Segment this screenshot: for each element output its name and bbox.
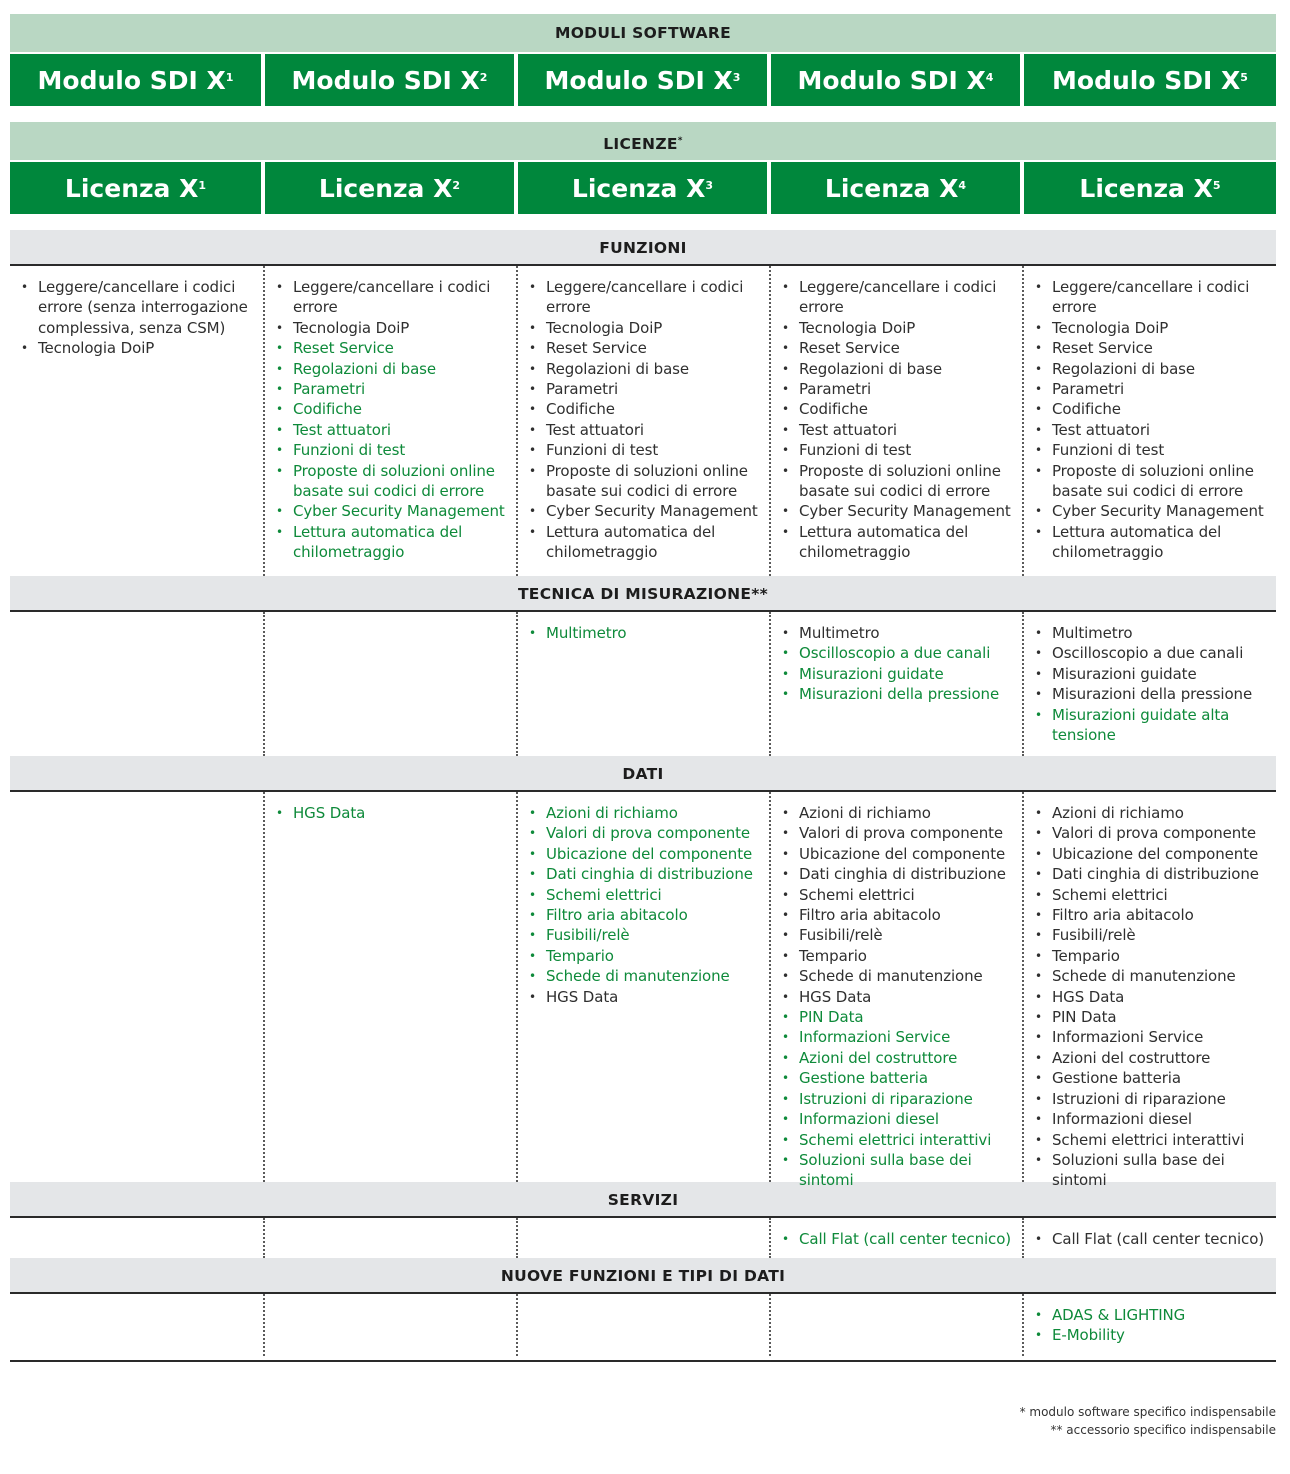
feature-item: • Call Flat (call center tecnico) [1024,1229,1276,1249]
feature-item-new: • Fusibili/relè [518,925,769,945]
feature-item: • Leggere/cancellare i codici errore [771,277,1022,318]
module-label: Modulo SDI X [37,65,226,95]
license-sup: 3 [705,178,714,192]
software-modules-header [10,14,1276,52]
licenses-footnote-mark: * [677,136,683,146]
license-cell-1 [10,792,263,1182]
feature-item: • Fusibili/relè [771,925,1022,945]
feature-item-new: • PIN Data [771,1007,1022,1027]
feature-item: • Proposte di soluzioni online basate sui codici di errore [518,461,769,502]
footnote-1: * modulo software specifico indispensabile [1019,1405,1276,1419]
feature-item: • Multimetro [1024,623,1276,643]
license-tab-3 [518,162,767,214]
license-cell-1 [10,1294,263,1356]
feature-item: • Schede di manutenzione [1024,966,1276,986]
license-cell-2 [263,612,516,756]
license-row [10,162,1276,214]
license-tab-5 [1024,162,1276,214]
feature-item-new: • Informazioni Service [771,1027,1022,1047]
feature-item-new: • HGS Data [265,803,516,823]
license-cell-4 [769,266,1022,576]
license-sup: 4 [958,178,967,192]
feature-item: • Gestione batteria [1024,1068,1276,1088]
feature-item-new: • Misurazioni guidate alta tensione [1024,705,1276,746]
feature-list [265,277,516,563]
feature-item: • Schemi elettrici [771,885,1022,905]
feature-item: • Cyber Security Management [518,501,769,521]
feature-item: • Soluzioni sulla base dei sintomi [1024,1150,1276,1191]
feature-item: • Lettura automatica del chilometraggio [1024,522,1276,563]
feature-item: • Reset Service [1024,338,1276,358]
feature-item: • Cyber Security Management [1024,501,1276,521]
module-tab-3 [518,54,767,106]
license-cell-3 [516,1218,769,1258]
feature-item: • Filtro aria abitacolo [771,905,1022,925]
feature-item-new: • Regolazioni di base [265,359,516,379]
feature-item: • Tempario [771,946,1022,966]
license-tab-2 [265,162,514,214]
license-cell-4 [769,1294,1022,1356]
feature-item: • Tecnologia DoiP [10,338,263,358]
module-tab-1 [10,54,261,106]
license-cell-5 [1022,266,1276,576]
license-cell-3 [516,1294,769,1356]
feature-item: • Test attuatori [1024,420,1276,440]
feature-item: • Schemi elettrici [1024,885,1276,905]
feature-item-new: • Schemi elettrici [518,885,769,905]
feature-item: • Tecnologia DoiP [265,318,516,338]
section-grid-servizi [10,1218,1276,1258]
license-cell-5 [1022,612,1276,756]
feature-item: • HGS Data [1024,987,1276,1007]
section-title: DATI [622,765,664,783]
feature-item: • Tecnologia DoiP [518,318,769,338]
feature-item-new: • Schemi elettrici interattivi [771,1130,1022,1150]
feature-item: • Proposte di soluzioni online basate sui codici di errore [1024,461,1276,502]
feature-item: • Funzioni di test [518,440,769,460]
feature-item: • Reset Service [771,338,1022,358]
feature-item: • Regolazioni di base [771,359,1022,379]
feature-item-new: • Azioni di richiamo [518,803,769,823]
section-title: SERVIZI [607,1191,679,1209]
section-grid-dati [10,792,1276,1190]
license-label: Licenza X [571,173,706,203]
feature-item: • Proposte di soluzioni online basate sui codici di errore [771,461,1022,502]
feature-item: • Codifiche [771,399,1022,419]
feature-item: • Regolazioni di base [518,359,769,379]
feature-item: • Azioni di richiamo [1024,803,1276,823]
license-cell-2 [263,1218,516,1258]
license-cell-3 [516,612,769,756]
section-header-funzioni [10,230,1276,266]
section-title: FUNZIONI [599,239,687,257]
feature-list [1024,277,1276,563]
license-tab-1 [10,162,261,214]
section-grid-nuove [10,1294,1276,1356]
feature-item: • Funzioni di test [771,440,1022,460]
feature-item: • Leggere/cancellare i codici errore [1024,277,1276,318]
feature-list [1024,1229,1276,1249]
comparison-sheet [10,14,1276,1356]
section-title: NUOVE FUNZIONI E TIPI DI DATI [500,1267,786,1285]
feature-item: • HGS Data [771,987,1022,1007]
section-header-misurazione [10,576,1276,612]
license-cell-5 [1022,792,1276,1190]
feature-item: • Fusibili/relè [1024,925,1276,945]
feature-item-new: • Reset Service [265,338,516,358]
feature-item: • Funzioni di test [1024,440,1276,460]
feature-item: • Ubicazione del componente [771,844,1022,864]
feature-item: • Lettura automatica del chilometraggio [771,522,1022,563]
feature-item: • Cyber Security Management [771,501,1022,521]
feature-item: • Codifiche [518,399,769,419]
section-title: TECNICA DI MISURAZIONE** [517,585,769,603]
feature-item-new: • Lettura automatica del chilometraggio [265,522,516,563]
licenses-header [10,122,1276,160]
module-label: Modulo SDI X [797,65,986,95]
license-label: Licenza X [1079,173,1213,203]
feature-item: • Lettura automatica del chilometraggio [518,522,769,563]
footnote-2: ** accessorio specifico indispensabile [1050,1423,1276,1437]
feature-item: • Parametri [771,379,1022,399]
feature-item-new: • Informazioni diesel [771,1109,1022,1129]
feature-item: • Test attuatori [771,420,1022,440]
license-sup: 5 [1212,178,1221,192]
feature-list [1024,803,1276,1191]
section-header-nuove [10,1258,1276,1294]
table-bottom-rule [10,1360,1276,1362]
module-sup: 4 [985,70,994,84]
license-cell-1 [10,266,263,576]
feature-item-new: • Test attuatori [265,420,516,440]
license-cell-4 [769,1218,1022,1258]
feature-list [1024,1305,1276,1346]
feature-item: • Ubicazione del componente [1024,844,1276,864]
feature-item-new: • Tempario [518,946,769,966]
feature-item: • Valori di prova componente [1024,823,1276,843]
license-cell-1 [10,612,263,756]
feature-item-new: • Misurazioni guidate [771,664,1022,684]
feature-item: • Test attuatori [518,420,769,440]
feature-list [10,277,263,359]
feature-list [518,277,769,563]
feature-item: • Misurazioni guidate [1024,664,1276,684]
license-cell-4 [769,792,1022,1190]
license-sup: 2 [452,178,461,192]
section-header-dati [10,756,1276,792]
feature-list [518,803,769,1007]
feature-item: • Codifiche [1024,399,1276,419]
feature-item: • Tecnologia DoiP [1024,318,1276,338]
feature-item-new: • Dati cinghia di distribuzione [518,864,769,884]
license-cell-3 [516,266,769,576]
license-label: Licenza X [64,173,199,203]
feature-item: • Informazioni Service [1024,1027,1276,1047]
feature-item: • Azioni di richiamo [771,803,1022,823]
feature-list [265,803,516,823]
license-cell-5 [1022,1294,1276,1356]
feature-item: • Informazioni diesel [1024,1109,1276,1129]
module-sup: 2 [479,70,488,84]
feature-item: • Reset Service [518,338,769,358]
feature-list [1024,623,1276,745]
feature-item-new: • Valori di prova componente [518,823,769,843]
feature-item: • Tempario [1024,946,1276,966]
feature-item: • Istruzioni di riparazione [1024,1089,1276,1109]
feature-item: • Leggere/cancellare i codici errore [518,277,769,318]
license-cell-3 [516,792,769,1182]
module-tab-2 [265,54,514,106]
feature-item: • Misurazioni della pressione [1024,684,1276,704]
module-tab-5 [1024,54,1276,106]
software-modules-title: MODULI SOFTWARE [554,24,731,42]
feature-list [771,277,1022,563]
feature-item: • Leggere/cancellare i codici errore (senza interrogazione complessiva, senza CSM) [10,277,263,338]
feature-item-new: • Proposte di soluzioni online basate sui codici di errore [265,461,516,502]
license-sup: 1 [198,178,207,192]
feature-item: • Schemi elettrici interattivi [1024,1130,1276,1150]
module-label: Modulo SDI X [291,65,480,95]
section-grid-misurazione [10,612,1276,756]
feature-list [518,623,769,643]
feature-item-new: • Soluzioni sulla base dei sintomi [771,1150,1022,1191]
feature-item-new: • Schede di manutenzione [518,966,769,986]
software-module-row [10,54,1276,106]
module-label: Modulo SDI X [1052,65,1241,95]
feature-item-new: • Filtro aria abitacolo [518,905,769,925]
feature-item: • Parametri [1024,379,1276,399]
feature-list [771,803,1022,1191]
feature-item-new: • Misurazioni della pressione [771,684,1022,704]
feature-item: • Tecnologia DoiP [771,318,1022,338]
feature-list [771,623,1022,705]
license-cell-2 [263,792,516,1182]
feature-item-new: • Funzioni di test [265,440,516,460]
footnotes [1020,1403,1276,1439]
feature-item-new: • Ubicazione del componente [518,844,769,864]
feature-item: • Schede di manutenzione [771,966,1022,986]
feature-item-new: • Istruzioni di riparazione [771,1089,1022,1109]
feature-item-new: • E-Mobility [1024,1325,1276,1345]
feature-item: • PIN Data [1024,1007,1276,1027]
feature-item: • Oscilloscopio a due canali [1024,643,1276,663]
license-cell-2 [263,266,516,576]
feature-item: • Dati cinghia di distribuzione [771,864,1022,884]
feature-item: • Parametri [518,379,769,399]
feature-item-new: • Cyber Security Management [265,501,516,521]
module-sup: 5 [1240,70,1248,84]
feature-item-new: • Multimetro [518,623,769,643]
module-tab-4 [771,54,1020,106]
feature-item: • Multimetro [771,623,1022,643]
license-cell-5 [1022,1218,1276,1258]
feature-item-new: • Parametri [265,379,516,399]
license-cell-4 [769,612,1022,756]
feature-item-new: • Azioni del costruttore [771,1048,1022,1068]
licenses-title: LICENZE [603,135,678,154]
feature-item: • HGS Data [518,987,769,1007]
feature-item-new: • Gestione batteria [771,1068,1022,1088]
feature-item: • Azioni del costruttore [1024,1048,1276,1068]
license-tab-4 [771,162,1020,214]
license-cell-1 [10,1218,263,1258]
feature-item: • Dati cinghia di distribuzione [1024,864,1276,884]
license-cell-2 [263,1294,516,1356]
module-sup: 1 [225,70,234,84]
feature-item-new: • Call Flat (call center tecnico) [771,1229,1022,1249]
feature-item: • Regolazioni di base [1024,359,1276,379]
license-label: Licenza X [318,173,453,203]
feature-sections [10,230,1276,1356]
module-label: Modulo SDI X [544,65,733,95]
section-grid-funzioni [10,266,1276,576]
license-label: Licenza X [824,173,959,203]
feature-item-new: • Oscilloscopio a due canali [771,643,1022,663]
feature-item: • Filtro aria abitacolo [1024,905,1276,925]
feature-item-new: • ADAS & LIGHTING [1024,1305,1276,1325]
feature-item: • Leggere/cancellare i codici errore [265,277,516,318]
module-sup: 3 [732,70,741,84]
feature-list [771,1229,1022,1249]
feature-item-new: • Codifiche [265,399,516,419]
feature-item: • Valori di prova componente [771,823,1022,843]
